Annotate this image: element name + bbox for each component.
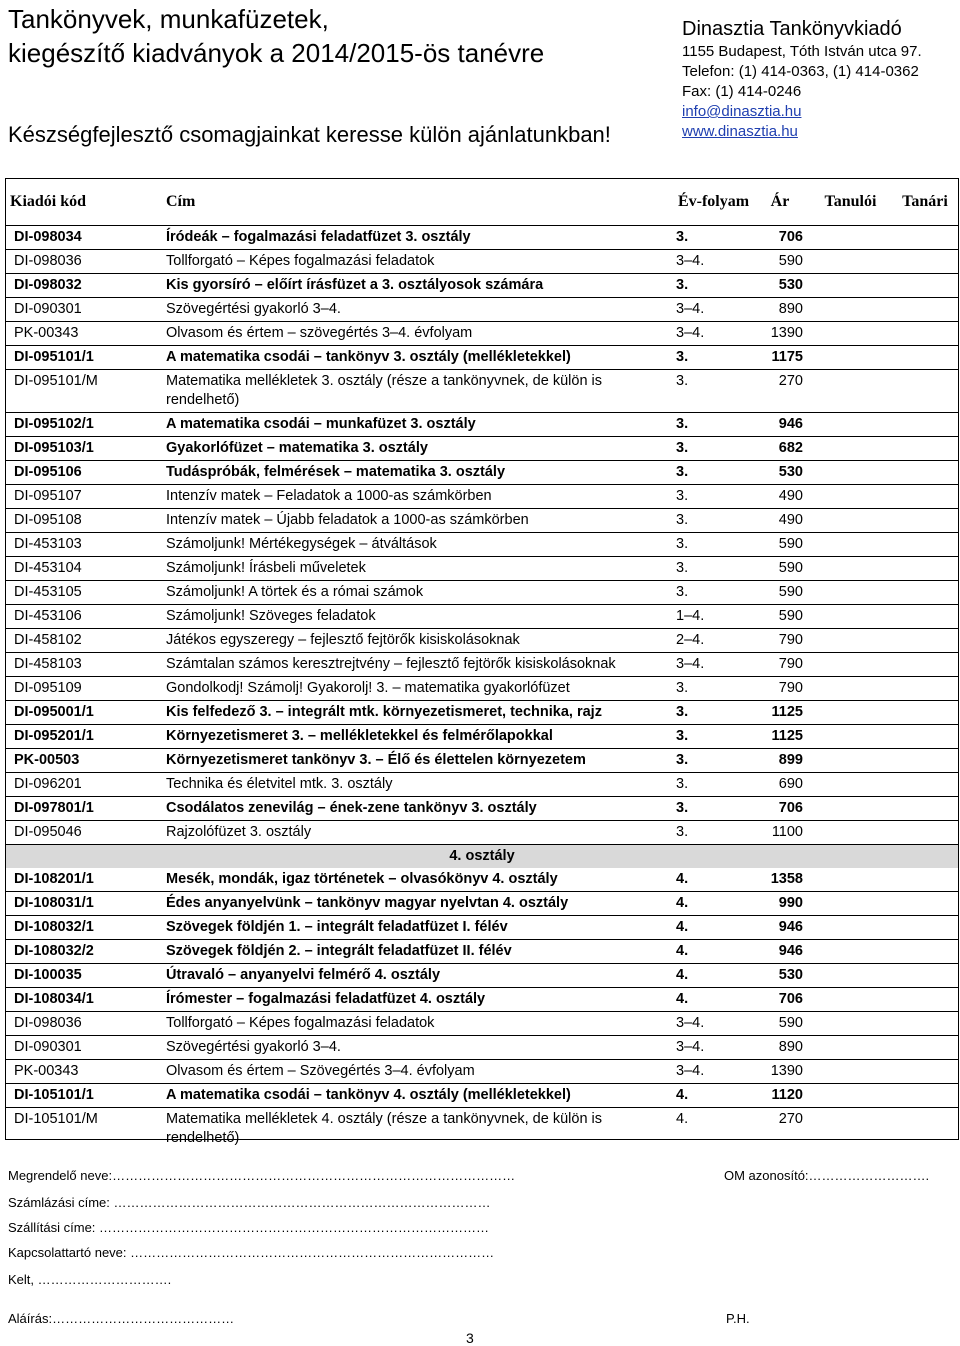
table-row bbox=[6, 701, 958, 725]
row-price: 946 bbox=[751, 916, 809, 940]
row-teacher-qty[interactable] bbox=[892, 797, 958, 821]
row-code: DI-453104 bbox=[6, 557, 166, 581]
table-row bbox=[6, 892, 958, 916]
row-student-qty[interactable] bbox=[809, 1060, 892, 1084]
row-student-qty[interactable] bbox=[809, 701, 892, 725]
row-teacher-qty[interactable] bbox=[892, 1012, 958, 1036]
row-code: DI-095108 bbox=[6, 509, 166, 533]
row-teacher-qty[interactable] bbox=[892, 1108, 958, 1151]
row-code: DI-105101/M bbox=[6, 1108, 166, 1151]
row-student-qty[interactable] bbox=[809, 725, 892, 749]
row-grade: 4. bbox=[676, 1084, 751, 1108]
row-grade: 3. bbox=[676, 581, 751, 605]
row-price: 490 bbox=[751, 509, 809, 533]
row-student-qty[interactable] bbox=[809, 916, 892, 940]
row-title: Gyakorlófüzet – matematika 3. osztály bbox=[166, 437, 676, 461]
row-code: DI-453103 bbox=[6, 533, 166, 557]
table-row bbox=[6, 298, 958, 322]
page-title bbox=[8, 2, 544, 70]
row-student-qty[interactable] bbox=[809, 821, 892, 845]
row-code: DI-090301 bbox=[6, 1036, 166, 1060]
row-price: 890 bbox=[751, 1036, 809, 1060]
row-price: 706 bbox=[751, 797, 809, 821]
row-student-qty[interactable] bbox=[809, 629, 892, 653]
row-title: Szövegértési gyakorló 3–4. bbox=[166, 1036, 676, 1060]
table-row bbox=[6, 581, 958, 605]
row-title: Számtalan számos keresztrejtvény – fejlesztő fejtörők kisiskolásoknak bbox=[166, 653, 676, 677]
row-grade: 3–4. bbox=[676, 1036, 751, 1060]
row-grade: 4. bbox=[676, 871, 689, 887]
row-teacher-qty[interactable] bbox=[892, 653, 958, 677]
row-title: Kis felfedező 3. – integrált mtk. környezetismeret, technika, rajz bbox=[166, 701, 676, 725]
row-teacher-qty[interactable] bbox=[892, 226, 958, 250]
row-code: DI-095101/1 bbox=[6, 346, 166, 370]
row-code: DI-458103 bbox=[6, 653, 166, 677]
row-code: DI-095102/1 bbox=[6, 413, 166, 437]
row-grade: 4. bbox=[676, 988, 751, 1012]
title-line-1: Tankönyvek, munkafüzetek, bbox=[8, 4, 329, 34]
row-code: DI-105101/1 bbox=[6, 1084, 166, 1108]
row-price: 530 bbox=[751, 461, 809, 485]
section-title: 4. osztály bbox=[6, 845, 958, 869]
row-teacher-qty[interactable] bbox=[892, 868, 958, 892]
row-code: DI-095201/1 bbox=[6, 725, 166, 749]
row-student-qty[interactable] bbox=[809, 298, 892, 322]
row-student-qty[interactable] bbox=[809, 653, 892, 677]
row-student-qty[interactable] bbox=[809, 370, 892, 413]
row-price: 690 bbox=[751, 773, 809, 797]
row-title: A matematika csodái – tankönyv 4. osztály (mellékletekkel) bbox=[166, 1084, 676, 1108]
stamp-label: P.H. bbox=[726, 1311, 750, 1326]
row-title: A matematika csodái – tankönyv 3. osztály (mellékletekkel) bbox=[166, 346, 676, 370]
row-teacher-qty[interactable] bbox=[892, 413, 958, 437]
row-title: Szövegek földjén 2. – integrált feladatfüzet II. félév bbox=[166, 940, 676, 964]
row-title: Útravaló – anyanyelvi felmérő 4. osztály bbox=[166, 964, 676, 988]
row-student-qty[interactable] bbox=[809, 485, 892, 509]
table-row bbox=[6, 797, 958, 821]
row-grade: 3. bbox=[676, 677, 751, 701]
orderer-field[interactable]: Megrendelő neve:………………………………………………………………………………… bbox=[8, 1168, 516, 1183]
row-student-qty[interactable] bbox=[809, 274, 892, 298]
row-title: Édes anyanyelvünk – tankönyv magyar nyelvtan 4. osztály bbox=[166, 892, 676, 916]
row-grade: 3. bbox=[676, 749, 751, 773]
row-price: 682 bbox=[751, 437, 809, 461]
row-student-qty[interactable] bbox=[809, 988, 892, 1012]
row-price: 790 bbox=[751, 677, 809, 701]
title-line-2: kiegészítő kiadványok a 2014/2015-ös tanévre bbox=[8, 38, 545, 68]
row-grade: 4. bbox=[676, 940, 751, 964]
table-row bbox=[6, 868, 958, 892]
row-code: DI-095109 bbox=[6, 677, 166, 701]
row-price: 1358 bbox=[770, 871, 803, 887]
billing-address-field[interactable]: Számlázási címe: …………………………………………………………………………… bbox=[8, 1195, 491, 1210]
row-code: DI-098036 bbox=[6, 1012, 166, 1036]
row-teacher-qty[interactable] bbox=[892, 701, 958, 725]
row-grade: 3. bbox=[676, 461, 751, 485]
row-teacher-qty[interactable] bbox=[892, 916, 958, 940]
row-student-qty[interactable] bbox=[809, 413, 892, 437]
row-student-qty[interactable] bbox=[809, 1012, 892, 1036]
row-teacher-qty[interactable] bbox=[892, 629, 958, 653]
row-student-qty[interactable] bbox=[809, 322, 892, 346]
page-header bbox=[0, 0, 960, 160]
table-row bbox=[6, 1108, 958, 1151]
table-row bbox=[6, 988, 958, 1012]
row-student-qty[interactable] bbox=[809, 533, 892, 557]
row-price: 490 bbox=[751, 485, 809, 509]
row-title: Olvasom és értem – Szövegértés 3–4. évfolyam bbox=[166, 1060, 676, 1084]
row-code: DI-097801/1 bbox=[6, 797, 166, 821]
row-code: DI-100035 bbox=[6, 964, 166, 988]
row-code: DI-096201 bbox=[6, 773, 166, 797]
grade4-section bbox=[6, 845, 958, 869]
row-price: 790 bbox=[751, 629, 809, 653]
table-row bbox=[6, 605, 958, 629]
row-code: DI-453106 bbox=[6, 605, 166, 629]
grade4-rows bbox=[6, 868, 958, 1150]
row-grade: 3–4. bbox=[676, 322, 751, 346]
row-price: 1175 bbox=[751, 346, 809, 370]
row-teacher-qty[interactable] bbox=[892, 725, 958, 749]
row-title: Játékos egyszeregy – fejlesztő fejtörők kisiskolásoknak bbox=[166, 629, 676, 653]
row-code: DI-108032/1 bbox=[6, 916, 166, 940]
row-code: PK-00343 bbox=[6, 322, 166, 346]
table-row bbox=[6, 226, 958, 250]
row-student-qty[interactable] bbox=[809, 605, 892, 629]
row-teacher-qty[interactable] bbox=[892, 1084, 958, 1108]
row-teacher-qty[interactable] bbox=[892, 485, 958, 509]
row-title: Olvasom és értem – szövegértés 3–4. évfolyam bbox=[166, 322, 676, 346]
row-student-qty[interactable] bbox=[809, 892, 892, 916]
row-title: Számoljunk! A törtek és a római számok bbox=[166, 581, 676, 605]
row-price: 1100 bbox=[751, 821, 809, 845]
col-teacher: Tanári bbox=[902, 193, 948, 210]
row-student-qty[interactable] bbox=[809, 250, 892, 274]
table-row bbox=[6, 485, 958, 509]
row-student-qty[interactable] bbox=[809, 346, 892, 370]
row-title: Szövegértési gyakorló 3–4. bbox=[166, 298, 676, 322]
table-row bbox=[6, 1060, 958, 1084]
table-row bbox=[6, 250, 958, 274]
row-title: A matematika csodái – munkafüzet 3. osztály bbox=[166, 413, 676, 437]
row-grade: 3. bbox=[676, 413, 751, 437]
row-student-qty[interactable] bbox=[809, 437, 892, 461]
row-student-qty[interactable] bbox=[809, 461, 892, 485]
row-code: DI-095101/M bbox=[6, 370, 166, 413]
table-row bbox=[6, 346, 958, 370]
col-title: Cím bbox=[166, 193, 196, 210]
row-title: Tollforgató – Képes fogalmazási feladatok bbox=[166, 250, 676, 274]
row-grade: 3. bbox=[676, 557, 751, 581]
row-price: 530 bbox=[751, 274, 809, 298]
table-row bbox=[6, 322, 958, 346]
row-price: 270 bbox=[751, 1108, 809, 1151]
section-row bbox=[6, 845, 958, 869]
row-student-qty[interactable] bbox=[809, 1084, 892, 1108]
row-price: 899 bbox=[751, 749, 809, 773]
row-title: Kis gyorsíró – előírt írásfüzet a 3. osztályosok számára bbox=[166, 274, 676, 298]
row-price: 990 bbox=[751, 892, 809, 916]
row-grade: 3–4. bbox=[676, 1060, 751, 1084]
row-code: DI-098036 bbox=[6, 250, 166, 274]
row-title: Mesék, mondák, igaz történetek – olvasókönyv 4. osztály bbox=[166, 871, 558, 887]
row-price: 946 bbox=[751, 413, 809, 437]
row-price: 590 bbox=[751, 533, 809, 557]
row-teacher-qty[interactable] bbox=[892, 940, 958, 964]
row-grade: 3. bbox=[676, 485, 751, 509]
row-student-qty[interactable] bbox=[809, 1108, 892, 1151]
row-code: DI-095001/1 bbox=[6, 701, 166, 725]
row-student-qty[interactable] bbox=[809, 749, 892, 773]
row-teacher-qty[interactable] bbox=[892, 677, 958, 701]
row-title: Rajzolófüzet 3. osztály bbox=[166, 821, 676, 845]
row-title: Matematika mellékletek 3. osztály (része a tankönyvnek, de külön is rendelhető) bbox=[166, 370, 676, 413]
promo-text: Készségfejlesztő csomagjainkat keresse külön ajánlatunkban! bbox=[8, 122, 611, 147]
row-student-qty[interactable] bbox=[809, 940, 892, 964]
publisher-fax: Fax: (1) 414-0246 bbox=[682, 83, 802, 100]
table-row bbox=[6, 413, 958, 437]
row-grade: 3–4. bbox=[676, 250, 751, 274]
row-grade: 3. bbox=[676, 370, 751, 413]
row-teacher-qty[interactable] bbox=[892, 370, 958, 413]
row-grade: 3. bbox=[676, 797, 751, 821]
row-grade: 3. bbox=[676, 437, 751, 461]
table-row bbox=[6, 461, 958, 485]
row-title: Gondolkodj! Számolj! Gyakorolj! 3. – matematika gyakorlófüzet bbox=[166, 677, 676, 701]
row-grade: 3–4. bbox=[676, 1012, 751, 1036]
row-grade: 3. bbox=[676, 773, 751, 797]
website-link[interactable]: www.dinasztia.hu bbox=[682, 123, 798, 140]
row-teacher-qty[interactable] bbox=[892, 821, 958, 845]
row-grade: 3. bbox=[676, 346, 751, 370]
row-grade: 4. bbox=[676, 1108, 751, 1151]
row-code: PK-00343 bbox=[6, 1060, 166, 1084]
row-price: 270 bbox=[751, 370, 809, 413]
row-teacher-qty[interactable] bbox=[892, 346, 958, 370]
row-price: 1125 bbox=[751, 725, 809, 749]
col-price: Ár bbox=[770, 193, 790, 210]
row-teacher-qty[interactable] bbox=[892, 605, 958, 629]
publisher-phone: Telefon: (1) 414-0363, (1) 414-0362 bbox=[682, 63, 919, 80]
table-row bbox=[6, 533, 958, 557]
price-table-frame bbox=[5, 178, 959, 1146]
row-price: 590 bbox=[751, 1012, 809, 1036]
row-grade: 3. bbox=[676, 509, 751, 533]
row-code: DI-095106 bbox=[6, 461, 166, 485]
row-teacher-qty[interactable] bbox=[892, 749, 958, 773]
row-title: Szövegek földjén 1. – integrált feladatfüzet I. félév bbox=[166, 916, 676, 940]
row-title: Számoljunk! Mértékegységek – átváltások bbox=[166, 533, 676, 557]
publisher-info bbox=[682, 16, 922, 142]
row-title: Környezetismeret 3. – mellékletekkel és felmérőlapokkal bbox=[166, 725, 676, 749]
row-grade: 4. bbox=[676, 916, 751, 940]
row-teacher-qty[interactable] bbox=[892, 964, 958, 988]
col-grade: Év-folyam bbox=[677, 193, 750, 210]
row-student-qty[interactable] bbox=[809, 964, 892, 988]
table-row bbox=[6, 773, 958, 797]
publisher-address: 1155 Budapest, Tóth István utca 97. bbox=[682, 43, 922, 60]
row-teacher-qty[interactable] bbox=[892, 1036, 958, 1060]
grade3-rows bbox=[6, 226, 958, 845]
row-code: DI-090301 bbox=[6, 298, 166, 322]
row-price: 1120 bbox=[751, 1084, 809, 1108]
row-student-qty[interactable] bbox=[809, 581, 892, 605]
row-student-qty[interactable] bbox=[809, 868, 892, 892]
row-code: DI-098034 bbox=[6, 226, 166, 250]
page-number: 3 bbox=[466, 1330, 474, 1346]
shipping-address-field[interactable]: Szállítási címe: ……………………………………………………………………………… bbox=[8, 1220, 490, 1235]
row-title: Csodálatos zenevilág – ének-zene tankönyv 3. osztály bbox=[166, 797, 676, 821]
row-teacher-qty[interactable] bbox=[892, 533, 958, 557]
table-row bbox=[6, 821, 958, 845]
row-teacher-qty[interactable] bbox=[892, 509, 958, 533]
row-code: DI-108031/1 bbox=[6, 892, 166, 916]
row-grade: 3. bbox=[676, 725, 751, 749]
row-teacher-qty[interactable] bbox=[892, 988, 958, 1012]
row-student-qty[interactable] bbox=[809, 677, 892, 701]
table-row bbox=[6, 916, 958, 940]
row-grade: 3. bbox=[676, 274, 751, 298]
table-row bbox=[6, 274, 958, 298]
table-row bbox=[6, 437, 958, 461]
col-code: Kiadói kód bbox=[10, 193, 87, 210]
row-price: 590 bbox=[751, 250, 809, 274]
row-grade: 3. bbox=[676, 533, 751, 557]
row-teacher-qty[interactable] bbox=[892, 557, 958, 581]
row-teacher-qty[interactable] bbox=[892, 322, 958, 346]
row-teacher-qty[interactable] bbox=[892, 1060, 958, 1084]
row-price: 706 bbox=[751, 988, 809, 1012]
row-title: Számoljunk! Írásbeli műveletek bbox=[166, 557, 676, 581]
row-title: Matematika mellékletek 4. osztály (része a tankönyvnek, de külön is rendelhető) bbox=[166, 1108, 676, 1151]
row-teacher-qty[interactable] bbox=[892, 892, 958, 916]
row-price: 1125 bbox=[751, 701, 809, 725]
row-price: 590 bbox=[751, 581, 809, 605]
row-teacher-qty[interactable] bbox=[892, 773, 958, 797]
row-title: Íródeák – fogalmazási feladatfüzet 3. osztály bbox=[166, 226, 676, 250]
row-student-qty[interactable] bbox=[809, 557, 892, 581]
contact-name-field[interactable]: Kapcsolattartó neve: ………………………………………………………………………… bbox=[8, 1245, 495, 1260]
row-title: Intenzív matek – Újabb feladatok a 1000-as számkörben bbox=[166, 509, 676, 533]
row-teacher-qty[interactable] bbox=[892, 274, 958, 298]
row-price: 790 bbox=[751, 653, 809, 677]
signature-field[interactable]: Aláírás:…………………………………… bbox=[8, 1311, 235, 1326]
date-field[interactable]: Kelt, …………………………. bbox=[8, 1272, 172, 1287]
row-student-qty[interactable] bbox=[809, 773, 892, 797]
row-grade: 1–4. bbox=[676, 605, 751, 629]
row-title: Technika és életvitel mtk. 3. osztály bbox=[166, 773, 676, 797]
row-code: DI-095046 bbox=[6, 821, 166, 845]
row-student-qty[interactable] bbox=[809, 1036, 892, 1060]
row-title: Tollforgató – Képes fogalmazási feladatok bbox=[166, 1012, 676, 1036]
email-link[interactable]: info@dinasztia.hu bbox=[682, 103, 802, 120]
om-id-field[interactable]: OM azonosító:………………………. bbox=[724, 1168, 930, 1183]
row-price: 946 bbox=[751, 940, 809, 964]
row-price: 1390 bbox=[751, 1060, 809, 1084]
row-grade: 2–4. bbox=[676, 629, 751, 653]
table-row bbox=[6, 725, 958, 749]
row-code: DI-095103/1 bbox=[6, 437, 166, 461]
row-teacher-qty[interactable] bbox=[892, 298, 958, 322]
row-price: 706 bbox=[751, 226, 809, 250]
publisher-name: Dinasztia Tankönyvkiadó bbox=[682, 18, 902, 40]
table-row bbox=[6, 1036, 958, 1060]
row-grade: 3. bbox=[676, 821, 751, 845]
table-row bbox=[6, 653, 958, 677]
row-price: 530 bbox=[751, 964, 809, 988]
table-row bbox=[6, 940, 958, 964]
table-row bbox=[6, 1084, 958, 1108]
row-grade: 3. bbox=[676, 701, 751, 725]
row-grade: 4. bbox=[676, 892, 751, 916]
row-grade: 4. bbox=[676, 964, 751, 988]
row-code: DI-108032/2 bbox=[6, 940, 166, 964]
row-student-qty[interactable] bbox=[809, 509, 892, 533]
row-price: 890 bbox=[751, 298, 809, 322]
table-row bbox=[6, 749, 958, 773]
table-row bbox=[6, 629, 958, 653]
row-student-qty[interactable] bbox=[809, 226, 892, 250]
row-price: 1390 bbox=[751, 322, 809, 346]
table-row bbox=[6, 370, 958, 413]
table-row bbox=[6, 964, 958, 988]
row-code: DI-108201/1 bbox=[14, 871, 94, 887]
row-title: Írómester – fogalmazási feladatfüzet 4. osztály bbox=[166, 988, 676, 1012]
table-row bbox=[6, 509, 958, 533]
row-grade: 3–4. bbox=[676, 653, 751, 677]
table-row bbox=[6, 1012, 958, 1036]
row-title: Intenzív matek – Feladatok a 1000-as számkörben bbox=[166, 485, 676, 509]
table-row bbox=[6, 557, 958, 581]
row-code: DI-108034/1 bbox=[6, 988, 166, 1012]
row-teacher-qty[interactable] bbox=[892, 250, 958, 274]
table-header bbox=[6, 179, 958, 226]
row-code: PK-00503 bbox=[6, 749, 166, 773]
row-price: 590 bbox=[751, 605, 809, 629]
row-title: Környezetismeret tankönyv 3. – Élő és élettelen környezetem bbox=[166, 749, 676, 773]
col-student: Tanulói bbox=[824, 193, 877, 210]
row-code: DI-453105 bbox=[6, 581, 166, 605]
row-code: DI-098032 bbox=[6, 274, 166, 298]
table-row bbox=[6, 677, 958, 701]
row-grade: 3. bbox=[676, 226, 751, 250]
price-table bbox=[6, 179, 958, 1150]
row-teacher-qty[interactable] bbox=[892, 581, 958, 605]
row-student-qty[interactable] bbox=[809, 797, 892, 821]
row-price: 590 bbox=[751, 557, 809, 581]
row-grade: 3–4. bbox=[676, 298, 751, 322]
row-title: Tudáspróbák, felmérések – matematika 3. osztály bbox=[166, 461, 676, 485]
row-code: DI-458102 bbox=[6, 629, 166, 653]
row-code: DI-095107 bbox=[6, 485, 166, 509]
row-teacher-qty[interactable] bbox=[892, 437, 958, 461]
row-teacher-qty[interactable] bbox=[892, 461, 958, 485]
row-title: Számoljunk! Szöveges feladatok bbox=[166, 605, 676, 629]
